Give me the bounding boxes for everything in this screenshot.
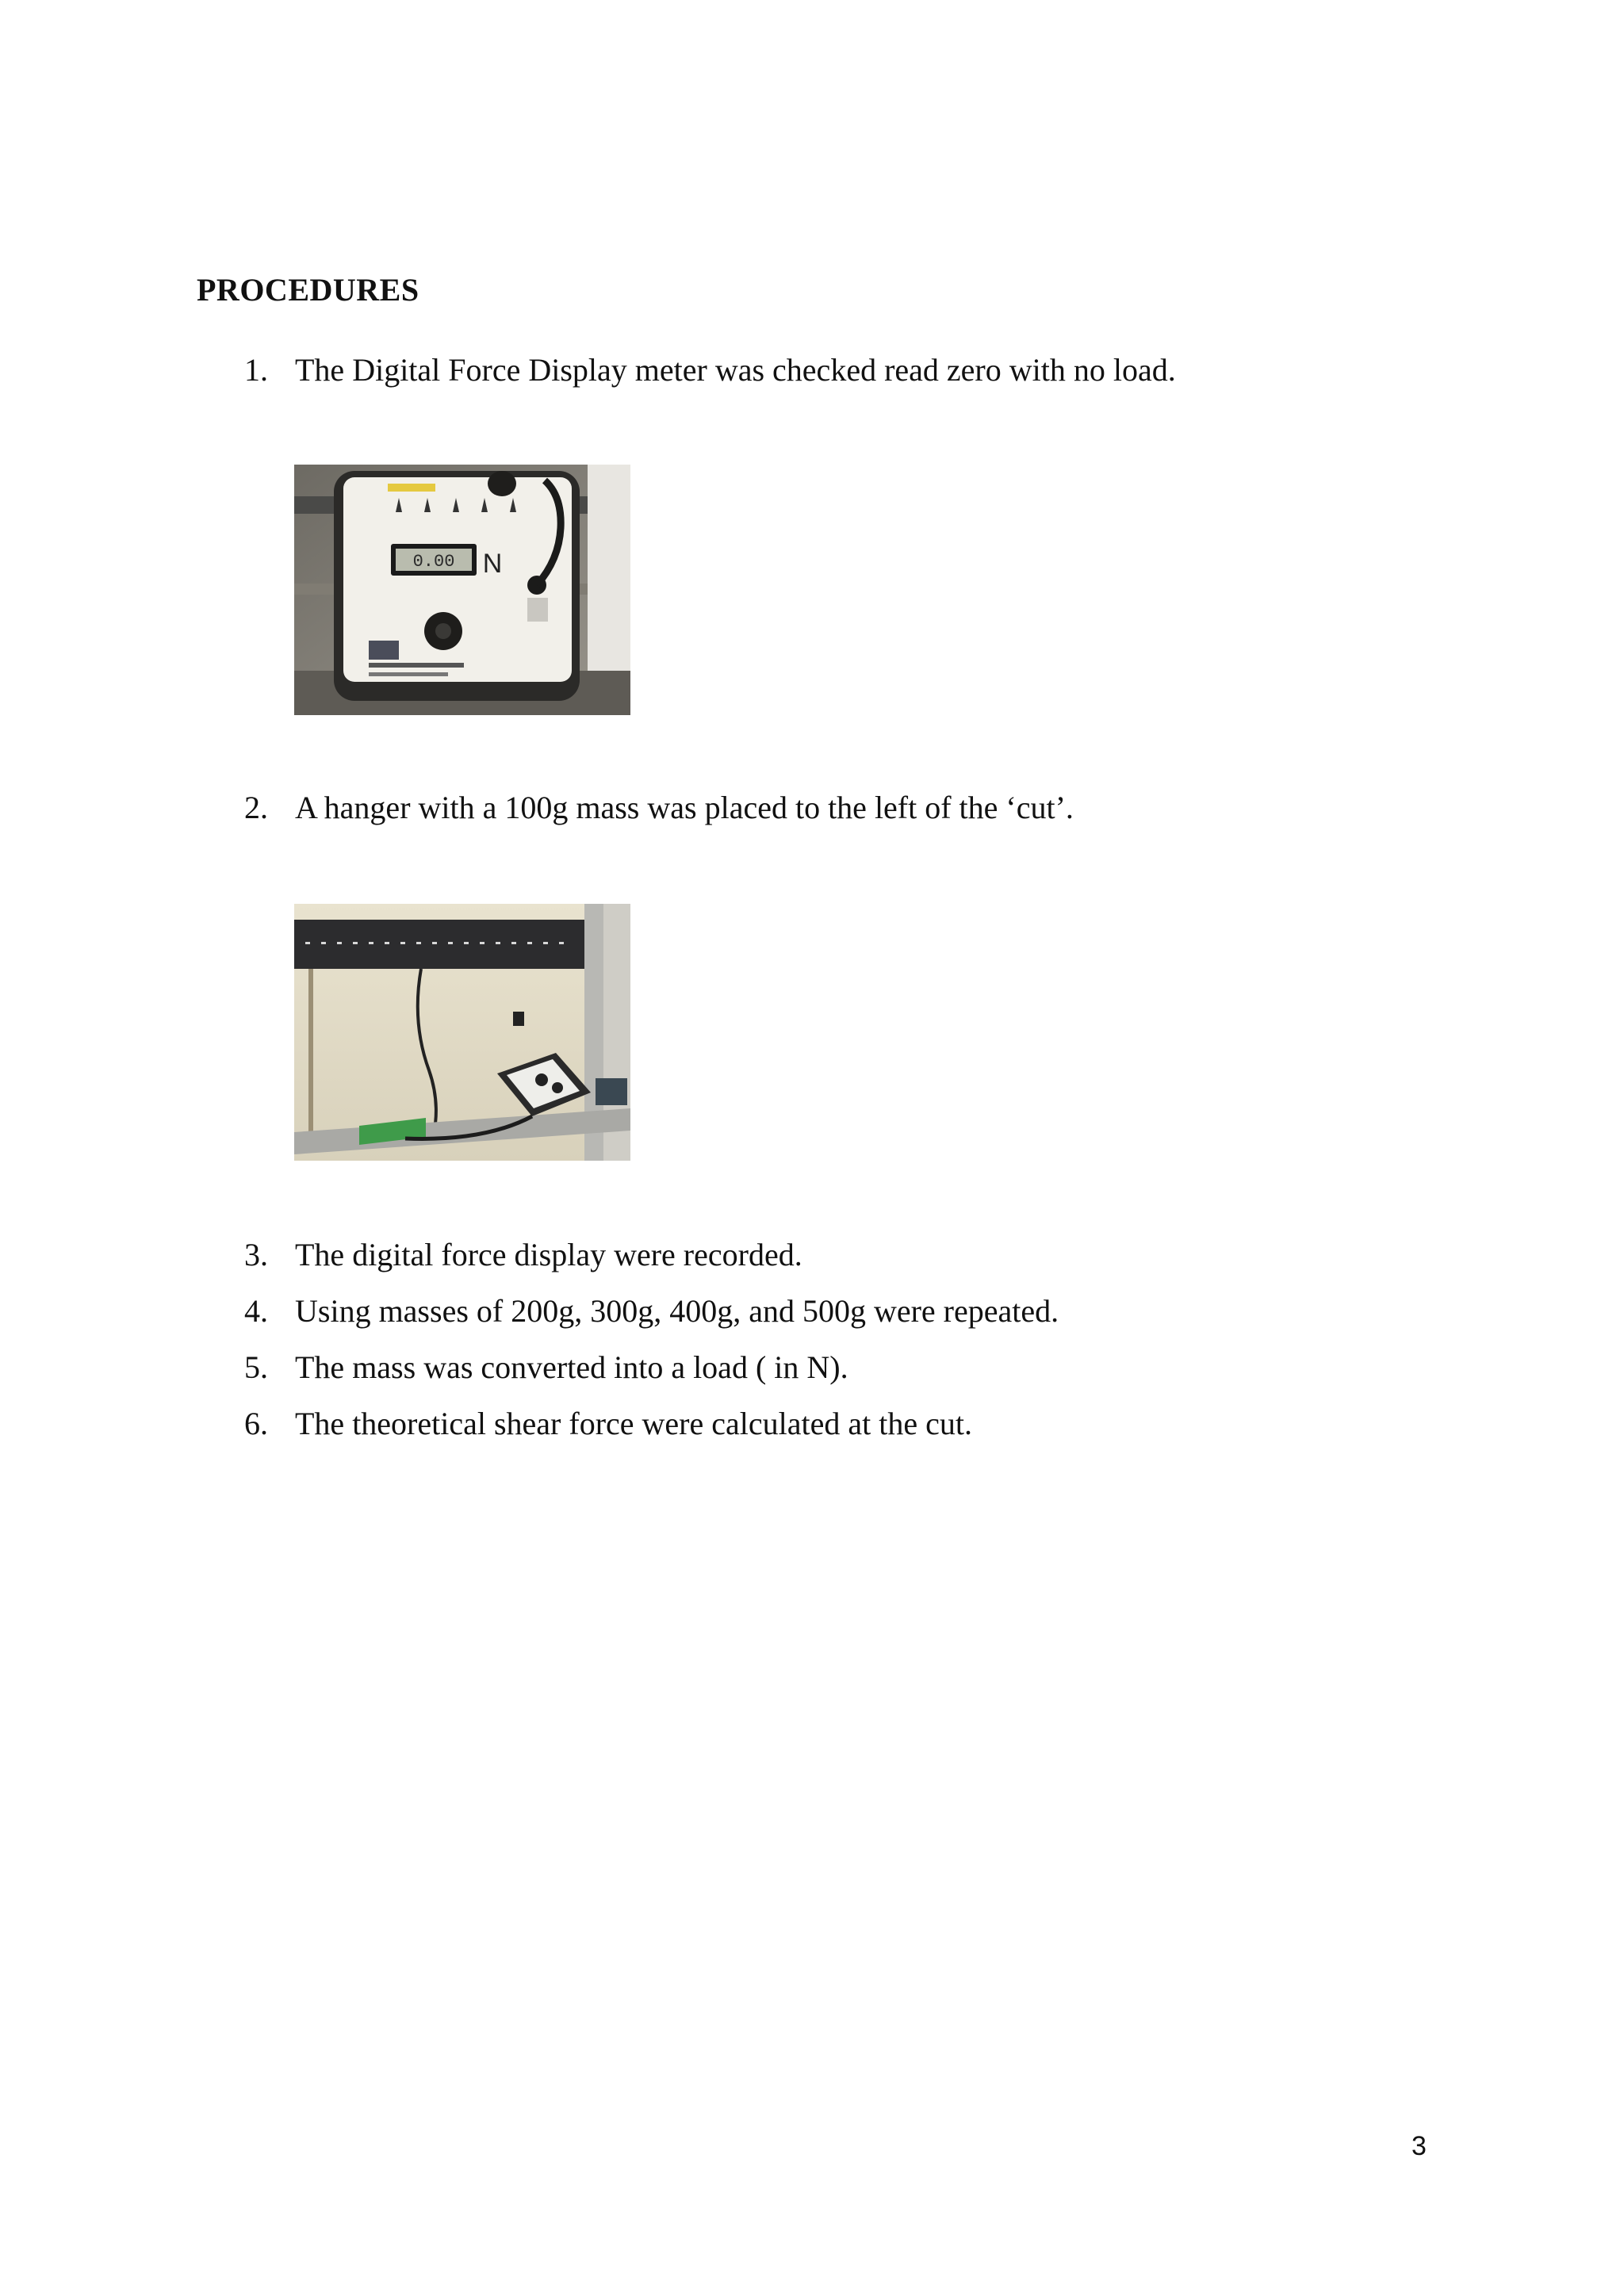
- beam-apparatus-illustration: [294, 904, 630, 1161]
- step-number: 6.: [244, 1406, 268, 1441]
- step-text: Using masses of 200g, 300g, 400g, and 500g were repeated.: [295, 1293, 1059, 1329]
- procedure-step-2: [244, 789, 1074, 827]
- procedure-step-4: [244, 1292, 1059, 1330]
- step-number: 4.: [244, 1293, 268, 1329]
- digital-force-display-photo: [294, 465, 630, 715]
- digital-force-display-illustration: [294, 465, 630, 715]
- section-heading: PROCEDURES: [197, 272, 419, 308]
- step-text: The Digital Force Display meter was checked read zero with no load.: [295, 352, 1176, 388]
- step-number: 2.: [244, 790, 268, 825]
- step-text: The theoretical shear force were calculated at the cut.: [295, 1406, 972, 1441]
- step-text: A hanger with a 100g mass was placed to the left of the ‘cut’.: [295, 790, 1074, 825]
- procedure-step-5: [244, 1349, 848, 1387]
- procedure-step-6: [244, 1405, 972, 1443]
- procedure-step-1: [244, 351, 1176, 389]
- beam-apparatus-photo: [294, 904, 630, 1161]
- step-number: 1.: [244, 352, 268, 388]
- page-number: 3: [1411, 2131, 1427, 2161]
- procedure-step-3: [244, 1236, 802, 1274]
- display-reading: 0.00: [412, 552, 455, 572]
- step-text: The mass was converted into a load ( in N).: [295, 1349, 848, 1385]
- display-unit: N: [482, 549, 503, 579]
- step-number: 3.: [244, 1237, 268, 1272]
- step-text: The digital force display were recorded.: [295, 1237, 802, 1272]
- step-number: 5.: [244, 1349, 268, 1385]
